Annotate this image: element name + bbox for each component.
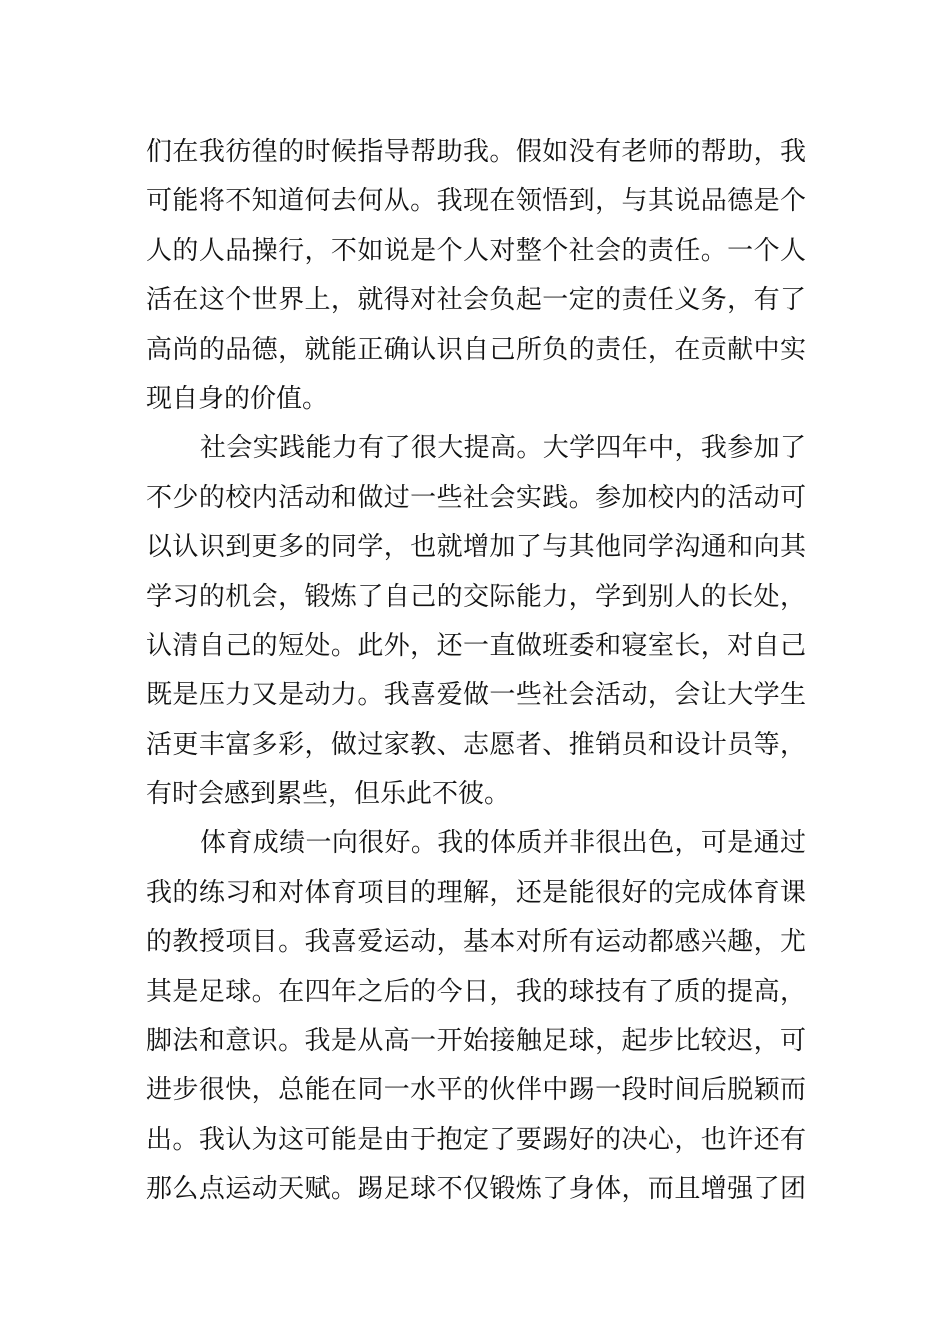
text-line: 高尚的品德，就能正确认识自己所负的责任，在贡献中实 <box>146 334 806 365</box>
text-line: 出。我认为这可能是由于抱定了要踢好的决心，也许还有 <box>146 1124 806 1155</box>
text-line: 以认识到更多的同学，也就增加了与其他同学沟通和向其 <box>146 532 806 563</box>
text-line: 学习的机会，锻炼了自己的交际能力，学到别人的长处， <box>146 581 806 612</box>
text-line: 社会实践能力有了很大提高。大学四年中，我参加了 <box>200 433 806 464</box>
text-line: 脚法和意识。我是从高一开始接触足球，起步比较迟，可 <box>146 1026 806 1057</box>
text-line: 认清自己的短处。此外，还一直做班委和寝室长，对自己 <box>146 630 806 661</box>
paragraph-2 <box>146 424 806 819</box>
text-line: 我的练习和对体育项目的理解，还是能很好的完成体育课 <box>146 877 806 908</box>
paragraph-1 <box>146 128 806 424</box>
text-line: 们在我彷徨的时候指导帮助我。假如没有老师的帮助，我 <box>146 137 806 167</box>
text-line: 不少的校内活动和做过一些社会实践。参加校内的活动可 <box>146 482 806 513</box>
text-line: 的教授项目。我喜爱运动，基本对所有运动都感兴趣，尤 <box>146 927 806 958</box>
text-line: 可能将不知道何去何从。我现在领悟到，与其说品德是个 <box>146 186 806 217</box>
text-line: 其是足球。在四年之后的今日，我的球技有了质的提高， <box>146 976 806 1007</box>
text-line: 那么点运动天赋。踢足球不仅锻炼了身体，而且增强了团 <box>146 1174 806 1205</box>
body-text <box>146 128 806 1215</box>
text-line: 既是压力又是动力。我喜爱做一些社会活动，会让大学生 <box>146 680 806 711</box>
text-line: 体育成绩一向很好。我的体质并非很出色，可是通过 <box>200 828 806 859</box>
text-line: 进步很快，总能在同一水平的伙伴中踢一段时间后脱颖而 <box>146 1075 806 1106</box>
text-line: 活更丰富多彩，做过家教、志愿者、推销员和设计员等， <box>146 729 806 760</box>
text-line: 有时会感到累些，但乐此不彼。 <box>146 779 511 810</box>
paragraph-3 <box>146 819 806 1214</box>
text-line: 人的人品操行，不如说是个人对整个社会的责任。一个人 <box>146 235 806 266</box>
text-line: 现自身的价值。 <box>146 383 329 414</box>
text-line: 活在这个世界上，就得对社会负起一定的责任义务，有了 <box>146 285 806 316</box>
